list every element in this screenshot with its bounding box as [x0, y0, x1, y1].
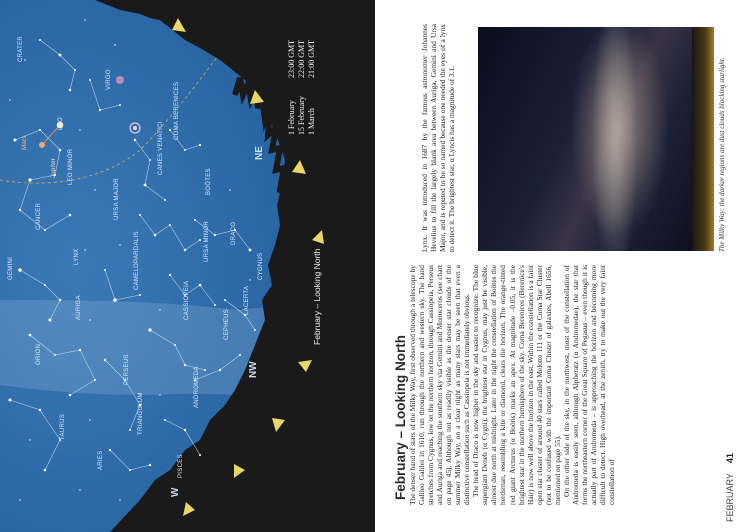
constellation-label: GEMINI [8, 256, 14, 280]
mars-marker [39, 142, 45, 148]
constellation-label: CANES VENATICI [158, 121, 164, 175]
constellation-label: TAURUS [60, 413, 66, 440]
paragraph: The denser band of stars of the Milky Way, first observed through a telescope by Galileo Galilei in 1610, run through the northern and western sky. The band stretches from Cygnus, low on the northern horizon, through Cassiopeia, Perseus and Auriga and reaching the southern sky via Gemini and Monoceros (see chart on page 45). Although not as readily visible as the denser star clouds of the summer Milky Way, on a clear night as many stars may be seen that even a distinctive constellation such as Cassiopeia is not immediately obvious. [408, 265, 472, 505]
paragraph: Lynx. It was introduced in 1687 by the famous astronomer Johannes Hevelius to fill the largely blank area between Auriga, Gemini and Ursa Major, and is reputed to be so named because one needed the eyes of a lynx to detect it. The brightest star, α Lyncis has a magnitude of 3.1. [420, 24, 457, 252]
constellation-label: ARIES [98, 450, 104, 470]
constellation-label: LEO [58, 117, 64, 130]
constellation-label: DRACO [231, 221, 237, 245]
constellation-label: CAMELOPARDALIS [134, 231, 140, 290]
chart-times [287, 40, 317, 78]
paragraph: On the other side of the sky, in the northwest, most of the constellation of Andromeda is easily seen, although Alpheratz (α Andromedae), the star that forms the northeastern corner of the Great Square of Pegasus – even though it is actually part of Andromeda – is approaching the horizon and becoming more difficult to detect. High overhead, at the zenith, try to make out the very faint constellation of [561, 265, 617, 505]
running-footer [725, 453, 735, 522]
constellation-label: LACERTA [244, 285, 250, 315]
date-3: 1 March [307, 108, 316, 135]
constellation-label: CANCER [36, 202, 42, 230]
constellation-label: ANDROMEDA [194, 366, 200, 408]
chart-dates [287, 96, 317, 135]
constellation-label: LEO MINOR [68, 148, 74, 185]
constellation-label: URSA MINOR [204, 220, 210, 262]
constellation-label: URSA MAJOR [114, 177, 120, 220]
page-number: 41 [725, 453, 735, 464]
constellation-label: PERSEUS [124, 354, 130, 385]
constellation-label: CEPHEUS [224, 308, 230, 340]
photo-caption: The Milky Way: the darker regions are dust clouds blocking starlight. [718, 57, 726, 252]
direction-nw: NW [248, 361, 259, 378]
paragraph: The head of Draco is now higher in the sky and easier to recognize. The blue supergiant Deneb (α Cygni), the brightest star in Cygnus, may just be visible, almost due north at midnight. Later in the night the constellation of Boötes the herdsman, resembling a kite or diamond, clears the horizon. The orange-tinted red giant Arcturus (α Boötis) marks an apex. At magnitude –0.05, it is the brightest star in the northern hemisphere of the sky. Coma Berenices (Berenice's Hair) is now well above the horizon in the east. Within the constellation is a faint open star cluster of around 40 stars called Melotte 111 or the Coma Star Cluster (not to be confused with the important Coma Cluster of galaxies, Abell 1656, mentioned on page 55). [471, 265, 562, 505]
time-1: 23:00 GMT [287, 40, 296, 78]
constellation-label: LYNX [74, 248, 80, 265]
time-2: 22:00 GMT [297, 40, 306, 78]
constellation-label: VIRGO [106, 69, 112, 90]
constellation-label: TRIANGULUM [138, 392, 144, 435]
article-title: February – Looking North [393, 334, 408, 500]
constellation-label: PISCES [178, 454, 184, 478]
time-3: 21:00 GMT [307, 40, 316, 78]
article-body-column-1 [408, 265, 616, 505]
constellation-label: COMA BERENICES [174, 81, 180, 140]
constellation-label: CASSIOPEIA [184, 280, 190, 320]
constellation-label: AURIGA [76, 295, 82, 320]
planet-label-jupiter: Jupiter [51, 157, 57, 178]
constellation-label: ORION [36, 343, 42, 365]
constellation-label: CYGNUS [258, 252, 264, 280]
direction-ne: NE [254, 146, 265, 160]
photo-horizon [692, 27, 714, 251]
chart-title: February – Looking North [312, 248, 322, 345]
article-body-column-2 [420, 24, 456, 252]
date-2: 15 February [297, 96, 306, 135]
direction-w: W [170, 487, 181, 497]
constellation-label: BOÖTES [206, 168, 212, 195]
date-1: 1 February [287, 100, 296, 135]
running-head: FEBRUARY [725, 473, 735, 522]
constellation-label: CRATER [18, 35, 24, 62]
milky-way-photo [478, 27, 714, 251]
planet-label-mars: Mars [22, 135, 28, 150]
